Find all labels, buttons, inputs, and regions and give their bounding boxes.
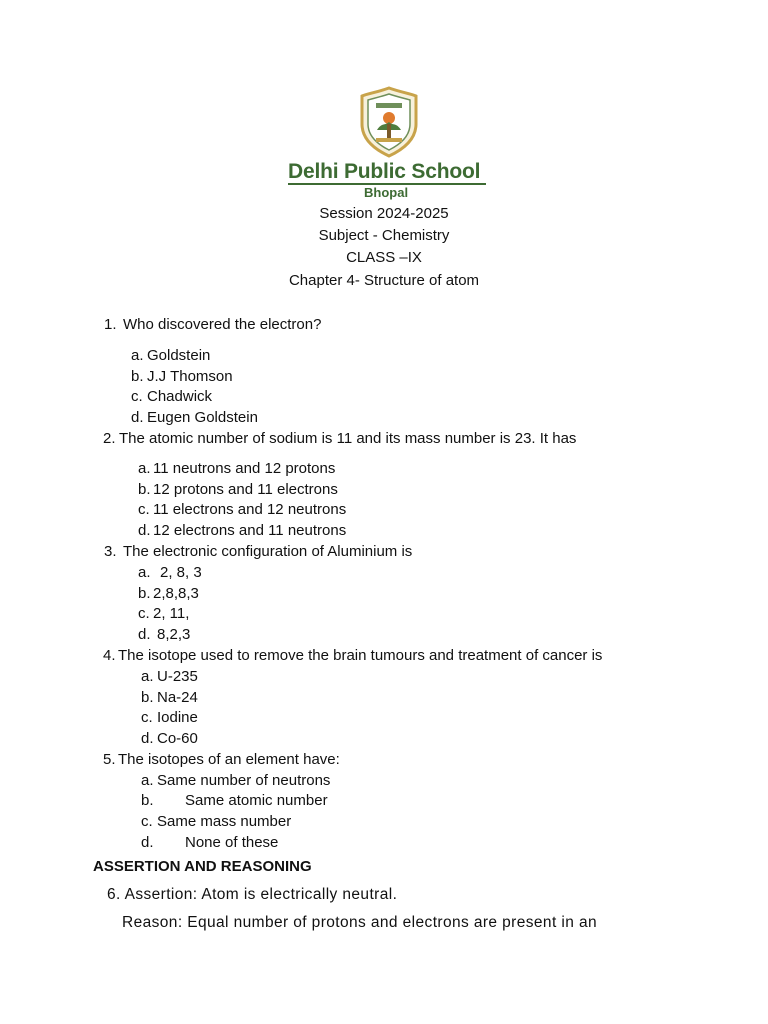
option-label: a. <box>138 564 151 581</box>
option-label: a. <box>138 460 151 477</box>
option-text: 11 electrons and 12 neutrons <box>153 501 347 518</box>
option-label: b. <box>138 481 151 498</box>
option-text: Na-24 <box>157 689 198 706</box>
option-label: d. <box>138 522 151 539</box>
option-text: Co-60 <box>157 730 198 747</box>
option-text: Eugen Goldstein <box>147 409 258 426</box>
option-text: J.J Thomson <box>147 368 233 385</box>
option-label: c. <box>141 709 153 726</box>
question-3-text: The electronic configuration of Aluminium is <box>123 543 413 560</box>
question-2-number: 2. <box>103 430 116 447</box>
option-label: d. <box>141 730 154 747</box>
question-3-number: 3. <box>104 543 117 560</box>
question-5-text: The isotopes of an element have: <box>118 751 340 768</box>
school-name: Delhi Public School <box>288 160 481 183</box>
option-text: Same number of neutrons <box>157 772 331 789</box>
subject-line: Subject - Chemistry <box>318 227 450 244</box>
option-text: U-235 <box>157 668 198 685</box>
chapter-line: Chapter 4- Structure of atom <box>288 272 480 289</box>
option-text: Same atomic number <box>185 792 328 809</box>
option-label: d. <box>141 834 154 851</box>
question-6-reason: Reason: Equal number of protons and electrons are present in an <box>122 914 597 931</box>
option-label: b. <box>141 792 154 809</box>
option-text: 12 protons and 11 electrons <box>153 481 338 498</box>
option-label: a. <box>141 772 154 789</box>
option-text: 2, 8, 3 <box>160 564 202 581</box>
question-6-assertion: 6. Assertion: Atom is electrically neutral. <box>107 886 398 903</box>
option-text: 12 electrons and 11 neutrons <box>153 522 347 539</box>
class-line: CLASS –IX <box>346 249 422 266</box>
option-text: None of these <box>185 834 279 851</box>
option-label: b. <box>138 585 151 602</box>
school-city: Bhopal <box>364 185 409 200</box>
option-text: Iodine <box>157 709 198 726</box>
option-label: b. <box>141 689 154 706</box>
school-crest-logo <box>358 86 420 158</box>
option-text: Chadwick <box>147 388 213 405</box>
option-label: c. <box>141 813 153 830</box>
option-label: c. <box>138 501 150 518</box>
option-text: 11 neutrons and 12 protons <box>153 460 336 477</box>
option-label: d. <box>131 409 144 426</box>
option-text: 2,8,8,3 <box>153 585 199 602</box>
option-label: a. <box>131 347 144 364</box>
option-label: b. <box>131 368 144 385</box>
question-4-text: The isotope used to remove the brain tumours and treatment of cancer is <box>118 647 603 664</box>
option-text: Same mass number <box>157 813 292 830</box>
question-4-number: 4. <box>103 647 116 664</box>
option-label: a. <box>141 668 154 685</box>
session-line: Session 2024-2025 <box>319 205 449 222</box>
question-2-text: The atomic number of sodium is 11 and its mass number is 23. It has <box>119 430 577 447</box>
option-label: c. <box>131 388 143 405</box>
option-label: d. <box>138 626 151 643</box>
option-text: Goldstein <box>147 347 211 364</box>
question-1-number: 1. <box>104 316 117 333</box>
section-heading: ASSERTION AND REASONING <box>93 858 312 875</box>
question-5-number: 5. <box>103 751 116 768</box>
option-text: 2, 11, <box>153 605 190 622</box>
option-label: c. <box>138 605 150 622</box>
question-1-text: Who discovered the electron? <box>123 316 322 333</box>
option-text: 8,2,3 <box>157 626 191 643</box>
